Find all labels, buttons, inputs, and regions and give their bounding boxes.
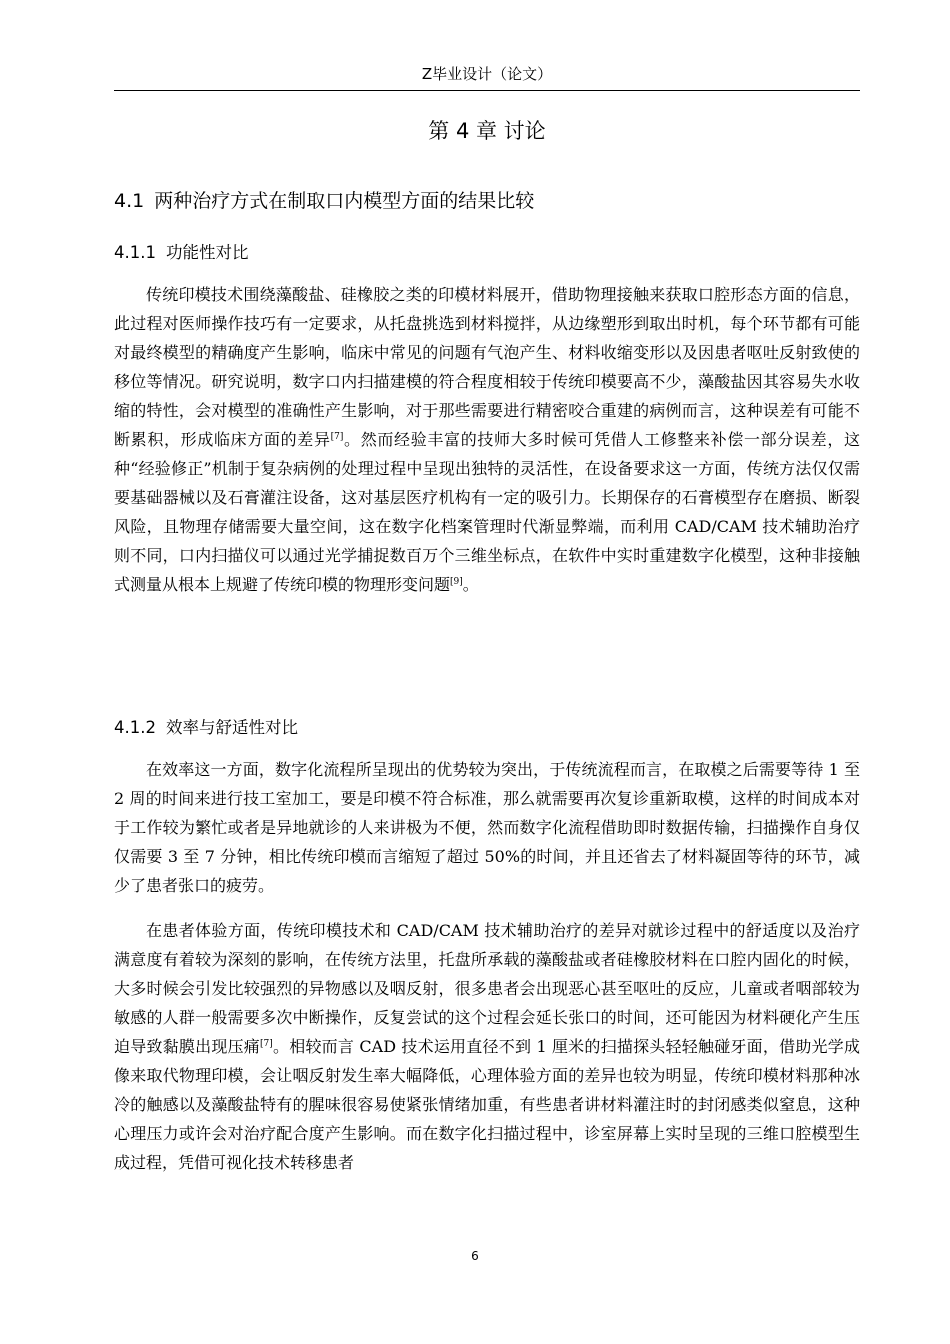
section-number: 4.1 (114, 190, 145, 212)
paragraph-text: 在患者体验方面，传统印模技术和 CAD/CAM 技术辅助治疗的差异对就诊过程中的舒适度以及治疗满意度有着较为深刻的影响，在传统方法里，托盘所承载的藻酸盐或者硅橡胶材料在口腔内固化的时候，大多时候会引发比较强烈的异物感以及咽反射，很多患者会出现恶心甚至呕吐的反应，儿童或者咽部较为敏感的人群一般需要多次中断操作，反复尝试的这个过程会延长张口的时间，还可能因为材料硬化产生压迫导致黏膜出现压痛 (114, 921, 860, 1056)
chapter-title: 第 4 章 讨论 (428, 119, 546, 143)
subsection-number: 4.1.1 (114, 243, 156, 262)
running-header: Z毕业设计（论文） (421, 65, 553, 83)
paragraph-text: 。 (462, 575, 479, 594)
paragraph-text: 。相较而言 CAD 技术运用直径不到 1 厘米的扫描探头轻轻触碰牙面，借助光学成像来取代物理印模，会让咽反射发生率大幅降低，心理体验方面的差异也较为明显，传统印模材料那种冰冷的触感以及藻酸盐特有的腥味很容易使紧张情绪加重，有些患者讲材料灌注时的封闭感类似窒息，这种心理压力或许会对治疗配合度产生影响。而在数字化扫描过程中，诊室屏幕上实时呈现的三维口腔模型生成过程，凭借可视化技术转移患者 (114, 1037, 860, 1172)
citation-ref: [7] (330, 432, 344, 442)
paragraph-text: 传统印模技术围绕藻酸盐、硅橡胶之类的印模材料展开，借助物理接触来获取口腔形态方面的信息，此过程对医师操作技巧有一定要求，从托盘挑选到材料搅拌，从边缘塑形到取出时机，每个环节都有可能对最终模型的精确度产生影响，临床中常见的问题有气泡产生、材料收缩变形以及因患者呕吐反射致使的移位等情况。研究说明，数字口内扫描建模的符合程度相较于传统印模要高不少，藻酸盐因其容易失水收缩的特性，会对模型的准确性产生影响，对于那些需要进行精密咬合重建的病例而言，这种误差有可能不断累积，形成临床方面的差异 (114, 285, 860, 449)
subsection-title: 功能性对比 (165, 243, 249, 262)
subsection-number: 4.1.2 (114, 718, 156, 737)
page-number: 6 (471, 1249, 479, 1263)
paragraph-efficiency: 在效率这一方面，数字化流程所呈现出的优势较为突出，于传统流程而言，在取模之后需要等待 1 至 2 周的时间来进行技工室加工，要是印模不符合标准，那么就需要再次复诊重新取模，这样的时间成本对于工作较为繁忙或者是异地就诊的人来讲极为不便，然而数字化流程借助即时数据传输，扫描操作自身仅仅需要 3 至 7 分钟，相比传统印模而言缩短了超过 50%的时间，并且还省去了材料凝固等待的环节，减少了患者张口的疲劳。 (114, 760, 860, 895)
subsection-title: 效率与舒适性对比 (165, 718, 298, 737)
citation-ref: [7] (260, 1039, 273, 1049)
section-heading-4-1 (114, 188, 534, 214)
paragraph-comfort (114, 916, 860, 1177)
subsection-heading-4-1-2 (114, 717, 298, 739)
paragraph-functionality (114, 280, 860, 599)
citation-ref: [9] (450, 577, 463, 587)
section-title: 两种治疗方式在制取口内模型方面的结果比较 (154, 190, 535, 212)
paragraph-text: 。然而经验丰富的技师大多时候可凭借人工修整来补偿一部分误差，这种“经验修正”机制于复杂病例的处理过程中呈现出独特的灵活性，在设备要求这一方面，传统方法仅仅需要基础器械以及石膏灌注设备，这对基层医疗机构有一定的吸引力。长期保存的石膏模型存在磨损、断裂风险，且物理存储需要大量空间，这在数字化档案管理时代渐显弊端，而利用 CAD/CAM 技术辅助治疗则不同，口内扫描仪可以通过光学捕捉数百万个三维坐标点，在软件中实时重建数字化模型，这种非接触式测量从根本上规避了传统印模的物理形变问题 (114, 430, 860, 594)
header-rule (114, 90, 860, 91)
subsection-heading-4-1-1 (114, 242, 248, 264)
